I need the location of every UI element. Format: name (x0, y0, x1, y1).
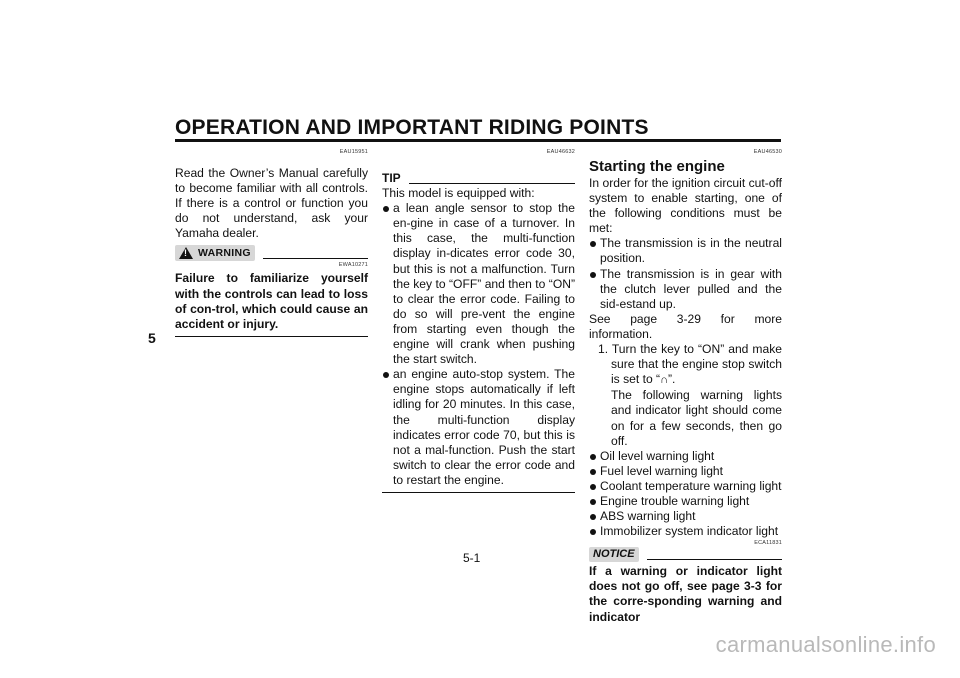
tip-rule (409, 183, 575, 185)
reference-code: EAU15951 (339, 149, 368, 155)
warning-end-rule (175, 336, 368, 338)
notice-rule (647, 559, 782, 561)
step-1-text-end: ”. (667, 372, 676, 387)
reference-code: EAU46530 (753, 149, 782, 155)
watermark: carmanualsonline.info (715, 632, 936, 657)
warning-badge (175, 245, 255, 261)
list-item: a lean angle sensor to stop the en-gine in case of a turnover. In this case, the multi-function display in-dicates error code 30, but this is not a malfunction. Turn the key to “OFF” and then to “ON” to clear the error code. Failing to do so will pre-vent the engine from starting even though the engine will crank when pushing the start switch. (382, 201, 575, 367)
reference-code: ECA11831 (754, 540, 782, 547)
header-rule (175, 139, 781, 142)
warning-header (175, 245, 368, 261)
list-item: Coolant temperature warning light (589, 479, 782, 494)
step-1-text: 1. Turn the key to “ON” and make sure that the engine stop switch is set to “ (598, 342, 782, 387)
page-title: OPERATION AND IMPORTANT RIDING POINTS (175, 116, 649, 139)
list-item: Fuel level warning light (589, 464, 782, 479)
notice-header (589, 547, 782, 562)
condition-list (589, 236, 782, 311)
column-3 (589, 148, 782, 625)
warning-label: WARNING (198, 246, 251, 259)
list-item: Immobilizer system indicator light (589, 524, 782, 539)
list-item: The transmission is in gear with the clutch lever pulled and the sid-estand up. (589, 267, 782, 312)
warning-triangle-icon (179, 247, 193, 259)
intro-paragraph: Read the Owner’s Manual carefully to become familiar with all controls. If there is a control or function you do not understand, ask your Yamaha dealer. (175, 166, 368, 241)
notice-text: If a warning or indicator light does not go off, see page 3-3 for the corre-sponding warning and indicator (589, 564, 782, 624)
step-1 (589, 342, 782, 388)
step-1-continued: The following warning lights and indicator light should come on for a few seconds, then go off. (611, 388, 782, 448)
section-intro: In order for the ignition circuit cut-off system to enable starting, one of the following conditions must be met: (589, 176, 782, 236)
reference-code: EAU46632 (546, 149, 575, 155)
list-item: Oil level warning light (589, 449, 782, 464)
tip-intro: This model is equipped with: (382, 186, 535, 201)
list-item: an engine auto-stop system. The engine stops automatically if left idling for 20 minutes. In this case, the multi-function display indicates error code 70, but this is not a mal-function. Push the start switch to clear the error code and to restart the engine. (382, 367, 575, 488)
warning-rule (263, 258, 368, 260)
column-2 (382, 148, 575, 493)
tip-bullets (382, 201, 575, 488)
notice-badge: NOTICE (589, 547, 639, 562)
see-page-note: See page 3-29 for more information. (589, 311, 782, 341)
warning-lights-list (589, 449, 782, 540)
reference-code: EWA10271 (338, 262, 368, 269)
tip-header (382, 171, 575, 186)
page-number: 5-1 (463, 551, 481, 565)
warning-text: Failure to familiarize yourself with the controls can lead to loss of con-trol, which could cause an accident or injury. (175, 271, 368, 331)
chapter-tab: 5 (148, 330, 156, 346)
list-item: Engine trouble warning light (589, 494, 782, 509)
tip-label: TIP (382, 171, 401, 185)
engine-stop-switch-icon: ∩ (660, 374, 668, 387)
tip-end-rule (382, 492, 575, 494)
list-item: The transmission is in the neutral position. (589, 236, 782, 266)
column-1 (175, 148, 368, 337)
section-title: Starting the engine (589, 158, 725, 175)
list-item: ABS warning light (589, 509, 782, 524)
